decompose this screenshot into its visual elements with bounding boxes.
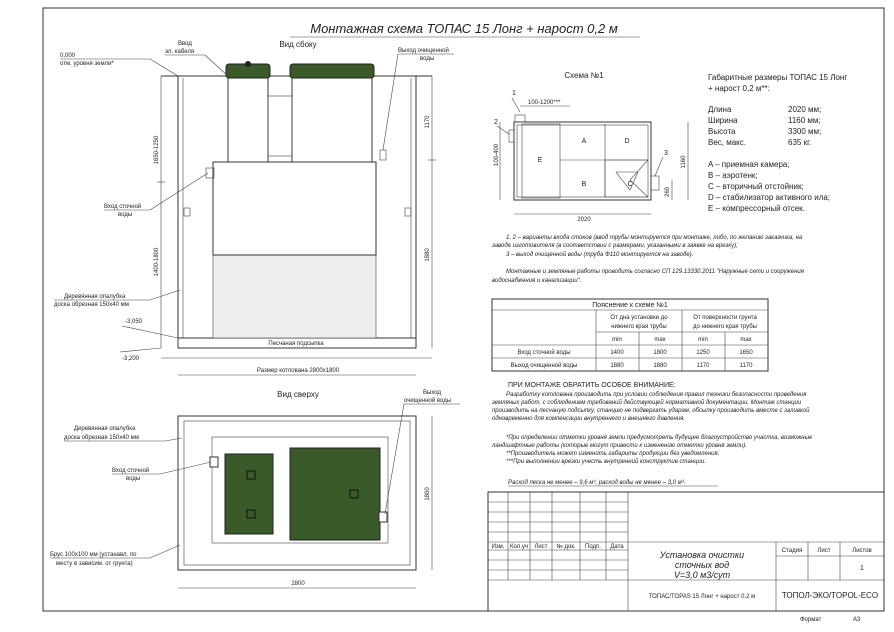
tank-top-module-right: [290, 448, 380, 540]
top-view: [50, 390, 460, 588]
scheme-dim-width: 2020: [577, 217, 591, 223]
format-value: А3: [853, 617, 861, 623]
legend-0: A – приемная камера;: [708, 160, 790, 169]
side-inlet-2: воды: [118, 212, 133, 218]
scheme-dim-right: 1160: [681, 155, 687, 169]
table-sub-0: min: [612, 337, 622, 343]
stamp-name-2: V=3,0 м3/сут: [673, 570, 731, 580]
table-row-0-v2: 1250: [696, 350, 710, 356]
table-col1-a: От дна установки до: [610, 315, 668, 321]
spec-v-3: 635 кг.: [788, 138, 812, 147]
format-label: Формат: [800, 617, 822, 623]
stamp-head-1: Кол.уч: [510, 544, 528, 550]
table-col1-b: нижнего края трубы: [611, 324, 667, 330]
foot-2: **Производитель может изменить габариты продукции без уведомления.: [506, 451, 720, 457]
specs-title-1: Габаритные размеры ТОПАС 15 Лонг: [708, 73, 848, 82]
top-formwork-1: Деревянная опалубка: [74, 426, 136, 432]
stamp-head-4: Подп.: [585, 544, 601, 550]
chamber-E: E: [537, 157, 543, 164]
stamp-head-0: Изм.: [491, 544, 505, 550]
spec-k-0: Длина: [708, 105, 732, 114]
foot-1: ландшафтные работы (которые могут привести к изменению отметки уровня земли).: [492, 443, 747, 449]
beam-2: месту в зависим. от грунта): [56, 561, 133, 567]
spec-v-2: 3300 мм;: [788, 127, 822, 136]
stamp-head-2: Лист: [534, 544, 548, 550]
table-row-0-v3: 1650: [739, 350, 753, 356]
chamber-C: C: [627, 181, 633, 188]
table-row-0-v1: 1800: [653, 350, 667, 356]
sand-label: Песчаная подсыпка: [268, 341, 324, 347]
chamber-B: B: [581, 181, 587, 188]
scheme-1: [494, 71, 688, 223]
marker-3: 3: [664, 150, 668, 157]
sand-bed: [213, 255, 376, 338]
level-3200: -3,200: [122, 356, 140, 362]
ground-level: 0,000: [60, 53, 76, 59]
marker-2: 2: [494, 119, 498, 126]
marker-1: 1: [512, 90, 516, 97]
warning-block: [491, 382, 813, 486]
ground-label: отм. уровня земли*: [60, 61, 114, 67]
tank-neck-right: [292, 78, 372, 162]
foot-3: ***При выполнении врезки учесть внутренний конструктив станции.: [506, 459, 706, 465]
side-outlet-1: Выход очищенной: [398, 48, 449, 54]
side-formwork-1: Деревянная опалубка: [64, 294, 126, 300]
legend-4: E – компрессорный отсек.: [708, 204, 805, 213]
top-outlet-1: Выход: [423, 390, 441, 396]
table-row-1-v1: 1880: [653, 363, 667, 369]
chamber-D: D: [624, 138, 630, 145]
note-1: 1, 2 – варианты входа стоков (ввод трубы монтируется при монтаже, либо, по желанию заказчика, на: [506, 235, 803, 241]
warning-line-2: производить на песчаную подсыпку, станцию не подвергать ударам, обсыпку производить вместе с заливкой: [492, 408, 810, 414]
table-row-1-v2: 1170: [696, 363, 710, 369]
top-inlet-2: воды: [126, 476, 141, 482]
stamp-sheets: Листов: [852, 548, 872, 554]
dim-1880: 1880: [425, 248, 431, 262]
warning-line-1: земляных работ, с соблюдением требований действующей нормативной документации. Монтаж станции: [492, 400, 802, 406]
beam-1: Брус 100х100 мм (устанавл. по: [50, 552, 137, 558]
spec-k-2: Высота: [708, 127, 736, 136]
table-col2-b: до нижнего края трубы: [693, 324, 757, 330]
table-row-1-v3: 1170: [739, 363, 753, 369]
stamp-stage: Стадия: [781, 548, 803, 554]
scheme-dim-left: 100-400: [494, 143, 500, 167]
side-view: [54, 40, 454, 375]
stamp-sheet: Лист: [817, 548, 831, 554]
scheme-dim-top: 100-1200***: [528, 100, 561, 106]
stamp-company: ТОПОЛ-ЭКО/TOPOL-ECO: [781, 591, 879, 600]
side-view-title: Вид сбоку: [279, 40, 317, 49]
tank-side: [213, 162, 376, 255]
table-title: Пояснение к схеме №1: [592, 302, 668, 309]
cable-entry-2: эл. кабеля: [165, 49, 195, 55]
stamp-name-0: Установка очистки: [659, 550, 745, 560]
table-row-1-v0: 1880: [610, 363, 624, 369]
top-outlet-2: очищенной воды: [404, 398, 452, 404]
stamp-code: ТОПАС/TOPAS 15 Лонг + нарост 0,2 м: [648, 594, 756, 600]
note-4b: водоснабжения и канализации".: [492, 278, 582, 284]
warning-line-3: одновременно для компенсации внутреннего и внешнего давления.: [492, 416, 685, 422]
stamp-head-3: № док.: [556, 544, 576, 550]
pipe-table: [492, 299, 768, 371]
top-view-title: Вид сверху: [277, 390, 319, 399]
table-sub-1: max: [654, 337, 666, 343]
stamp-name-1: сточных вод: [674, 560, 730, 570]
scheme-dim-right2: 260: [665, 186, 671, 198]
spec-k-3: Вес, макс.: [708, 138, 746, 147]
note-1b: заводе изготовителя (в соответствии с размерами, указанными в заявке на врезку);: [492, 243, 738, 249]
foot-0: *При определении отметки уровня земли предусмотреть будущее благоустройство участка, возможные: [506, 435, 813, 441]
table-row-1-label: Выход очищенной воды: [510, 363, 578, 369]
scheme-title: Схема №1: [564, 71, 604, 80]
sheet-title: Монтажная схема ТОПАС 15 Лонг + нарост 0,2 м: [310, 21, 618, 36]
table-sub-3: max: [740, 337, 752, 343]
note-3: 3 – выход очищенной воды (труба Ф110 монтируется на заводе).: [506, 252, 694, 258]
side-outlet-2: воды: [420, 56, 435, 62]
stamp-head-5: Дата: [610, 544, 624, 550]
table-sub-2: min: [698, 337, 708, 343]
legend-1: B – аэротенк;: [708, 171, 758, 180]
specs-title-2: + нарост 0,2 м**:: [708, 84, 770, 93]
sand-water: Расход песка не менее – 9,6 м³, расход воды не менее – 3,0 м³.: [508, 480, 686, 486]
title-block: [488, 492, 884, 623]
legend-2: C – вторичный отстойник;: [708, 182, 804, 191]
stamp-sheets-value: 1: [860, 565, 864, 572]
sheet-frame: [43, 8, 884, 611]
spec-k-1: Ширина: [708, 116, 738, 125]
table-col2-a: От поверхности грунта: [693, 315, 757, 321]
dim-1170: 1170: [425, 115, 431, 129]
warning-title: ПРИ МОНТАЖЕ ОБРАТИТЬ ОСОБОЕ ВНИМАНИЕ:: [508, 382, 676, 389]
side-formwork-2: доска обрезная 150х40 мм: [54, 302, 129, 308]
spec-v-0: 2020 мм;: [788, 105, 822, 114]
top-formwork-2: доска обрезная 150х40 мм: [64, 435, 139, 441]
dim-2800: 2800: [291, 581, 305, 587]
pit-size: Размер котлована 2800х1800: [256, 368, 340, 374]
spec-v-1: 1160 мм;: [788, 116, 821, 125]
dim-1650-1250: 1650-1250: [154, 135, 160, 165]
legend-3: D – стабилизатор активного ила;: [708, 193, 831, 202]
dim-1800: 1800: [425, 487, 431, 501]
cable-entry-1: Ввод: [178, 41, 192, 47]
side-inlet-1: Вход сточной: [104, 204, 142, 210]
note-4: Монтажные и земляные работы проводить согласно СП 129.13330.2011 "Наружные сети и сооружения: [506, 269, 804, 275]
table-row-0-label: Вход сточной воды: [517, 350, 571, 356]
dim-1400-1800: 1400-1800: [154, 247, 160, 277]
chamber-A: A: [581, 138, 587, 145]
warning-line-0: Разработку котлована производить при условии соблюдения правил техники безопасности проведения: [506, 392, 807, 398]
level-3050: -3,050: [125, 319, 143, 325]
lid-right: [290, 64, 374, 78]
notes: [491, 235, 805, 284]
table-row-0-v0: 1400: [610, 350, 624, 356]
top-inlet-1: Вход сточной: [112, 468, 150, 474]
tank-top-module-left: [225, 454, 273, 534]
specs: [708, 73, 847, 213]
tank-neck-left: [228, 78, 268, 162]
